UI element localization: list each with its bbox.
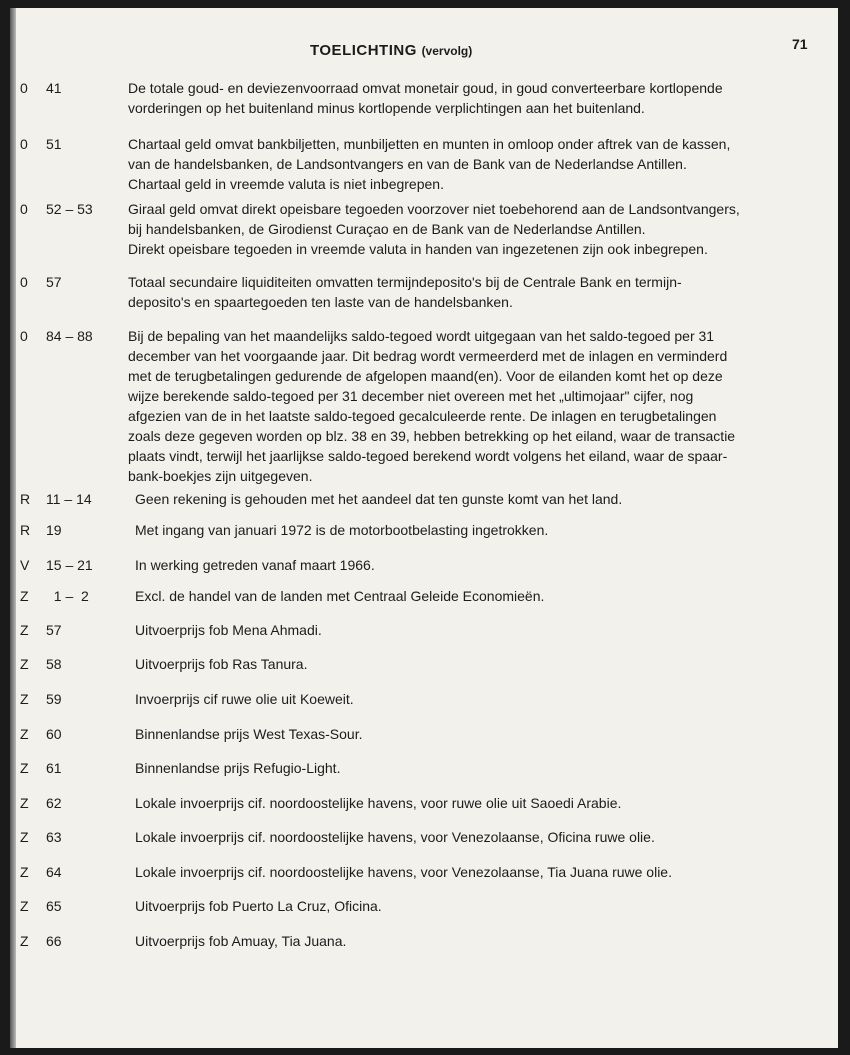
note-table-code: Z <box>20 726 29 742</box>
note-column-ref: 66 <box>46 933 62 949</box>
note-text <box>128 272 682 312</box>
note-text-line: Direkt opeisbare tegoeden in vreemde valuta in handen van ingezetenen zijn ook inbegrepen. <box>128 241 708 257</box>
note-column-ref: 61 <box>46 760 62 776</box>
note-text <box>128 78 723 118</box>
note-text-line: vorderingen op het buitenland minus kortlopende verplichtingen aan het buitenland. <box>128 100 645 116</box>
note-text-line: Uitvoerprijs fob Mena Ahmadi. <box>135 622 322 638</box>
note-table-code: Z <box>20 864 29 880</box>
note-text-line: Bij de bepaling van het maandelijks saldo-tegoed wordt uitgegaan van het saldo-tegoed per 31 <box>128 328 715 344</box>
note-text <box>128 199 740 259</box>
note-column-ref: 57 <box>46 274 62 290</box>
note-text-line: plaats vindt, terwijl het jaarlijkse saldo-tegoed berekend wordt volgens het eiland, waar de spaar- <box>128 448 728 464</box>
note-text <box>135 931 346 951</box>
note-text-line: bij handelsbanken, de Girodienst Curaçao en de Bank van de Nederlandse Antillen. <box>128 221 646 237</box>
note-text-line: met de terugbetalingen gedurende de afgelopen maand(en). Voor de eilanden komt het op deze <box>128 368 723 384</box>
note-text-line: Lokale invoerprijs cif. noordoostelijke havens, voor Venezolaanse, Oficina ruwe olie. <box>135 829 655 845</box>
note-text-line: zoals deze gegeven worden op blz. 38 en 39, hebben betrekking op het eiland, waar de transactie <box>128 428 736 444</box>
note-table-code: Z <box>20 933 29 949</box>
note-text <box>135 724 363 744</box>
note-text-line: In werking getreden vanaf maart 1966. <box>135 557 375 573</box>
note-text-line: Lokale invoerprijs cif. noordoostelijke havens, voor ruwe olie uit Saoedi Arabie. <box>135 795 622 811</box>
title-subtitle: (vervolg) <box>421 44 473 58</box>
note-table-code: R <box>20 522 31 538</box>
note-table-code: Z <box>20 588 29 604</box>
note-text-line: Giraal geld omvat direkt opeisbare tegoeden voorzover niet toebehorend aan de Landsontvangers, <box>128 201 740 217</box>
note-table-code: Z <box>20 829 29 845</box>
note-column-ref: 1 – 2 <box>46 588 89 604</box>
note-text-line: Binnenlandse prijs Refugio-Light. <box>135 760 341 776</box>
note-text-line: Chartaal geld omvat bankbiljetten, munbiljetten en munten in omloop onder aftrek van de kassen, <box>128 136 731 152</box>
note-text-line: deposito's en spaartegoeden ten laste van de handelsbanken. <box>128 294 513 310</box>
note-column-ref: 63 <box>46 829 62 845</box>
note-text <box>135 689 354 709</box>
note-table-code: 0 <box>20 80 28 96</box>
page-number: 71 <box>792 36 808 52</box>
note-text-line: Invoerprijs cif ruwe olie uit Koeweit. <box>135 691 354 707</box>
note-text <box>135 827 655 847</box>
note-text <box>135 862 672 882</box>
note-table-code: Z <box>20 656 29 672</box>
page-title <box>310 42 472 59</box>
note-table-code: 0 <box>20 136 28 152</box>
note-table-code: Z <box>20 898 29 914</box>
note-text-line: Totaal secundaire liquiditeiten omvatten termijndeposito's bij de Centrale Bank en termijn- <box>128 274 682 290</box>
note-column-ref: 64 <box>46 864 62 880</box>
note-column-ref: 52 – 53 <box>46 201 93 217</box>
note-column-ref: 59 <box>46 691 62 707</box>
note-text <box>135 654 307 674</box>
note-text-line: van de handelsbanken, de Landsontvangers en van de Bank van de Nederlandse Antillen. <box>128 156 687 172</box>
note-column-ref: 60 <box>46 726 62 742</box>
note-table-code: Z <box>20 795 29 811</box>
note-text <box>135 520 548 540</box>
note-text-line: Binnenlandse prijs West Texas-Sour. <box>135 726 363 742</box>
document-page <box>10 8 838 1048</box>
page-binding-edge <box>10 8 16 1048</box>
note-table-code: Z <box>20 760 29 776</box>
note-column-ref: 51 <box>46 136 62 152</box>
note-column-ref: 15 – 21 <box>46 557 93 573</box>
note-text <box>135 620 322 640</box>
note-column-ref: 65 <box>46 898 62 914</box>
note-text-line: Met ingang van januari 1972 is de motorbootbelasting ingetrokken. <box>135 522 549 538</box>
note-table-code: 0 <box>20 274 28 290</box>
note-text-line: bank-boekjes zijn uitgegeven. <box>128 468 313 484</box>
note-column-ref: 19 <box>46 522 62 538</box>
note-text-line: Uitvoerprijs fob Amuay, Tia Juana. <box>135 933 347 949</box>
note-text <box>135 555 375 575</box>
note-table-code: Z <box>20 622 29 638</box>
note-text-line: Excl. de handel van de landen met Centraal Geleide Economieën. <box>135 588 545 604</box>
note-column-ref: 57 <box>46 622 62 638</box>
note-text <box>135 758 340 778</box>
note-text <box>128 326 735 486</box>
note-column-ref: 84 – 88 <box>46 328 93 344</box>
note-text <box>135 793 621 813</box>
note-column-ref: 62 <box>46 795 62 811</box>
note-text-line: afgezien van de in het laatste saldo-tegoed gecalculeerde rente. De inlagen en terugbetalingen <box>128 408 717 424</box>
note-text-line: Chartaal geld in vreemde valuta is niet inbegrepen. <box>128 176 444 192</box>
title-main: TOELICHTING <box>310 42 417 59</box>
note-text-line: wijze berekende saldo-tegoed per 31 december niet overeen met het „ultimojaar" cijfer, nog <box>128 388 694 404</box>
note-table-code: 0 <box>20 328 28 344</box>
note-text <box>135 586 544 606</box>
note-text-line: december van het voorgaande jaar. Dit bedrag wordt vermeerderd met de inlagen en verminderd <box>128 348 728 364</box>
note-text-line: De totale goud- en deviezenvoorraad omvat monetair goud, in goud converteerbare kortlopende <box>128 80 723 96</box>
note-text-line: Lokale invoerprijs cif. noordoostelijke havens, voor Venezolaanse, Tia Juana ruwe olie. <box>135 864 672 880</box>
note-text-line: Uitvoerprijs fob Puerto La Cruz, Oficina. <box>135 898 382 914</box>
note-text-line: Geen rekening is gehouden met het aandeel dat ten gunste komt van het land. <box>135 491 623 507</box>
note-table-code: 0 <box>20 201 28 217</box>
note-text <box>135 489 622 509</box>
note-column-ref: 11 – 14 <box>46 491 92 507</box>
note-table-code: V <box>20 557 30 573</box>
note-column-ref: 41 <box>46 80 62 96</box>
note-table-code: Z <box>20 691 29 707</box>
note-column-ref: 58 <box>46 656 62 672</box>
note-text <box>128 134 730 194</box>
note-text <box>135 896 382 916</box>
note-text-line: Uitvoerprijs fob Ras Tanura. <box>135 656 308 672</box>
note-table-code: R <box>20 491 31 507</box>
